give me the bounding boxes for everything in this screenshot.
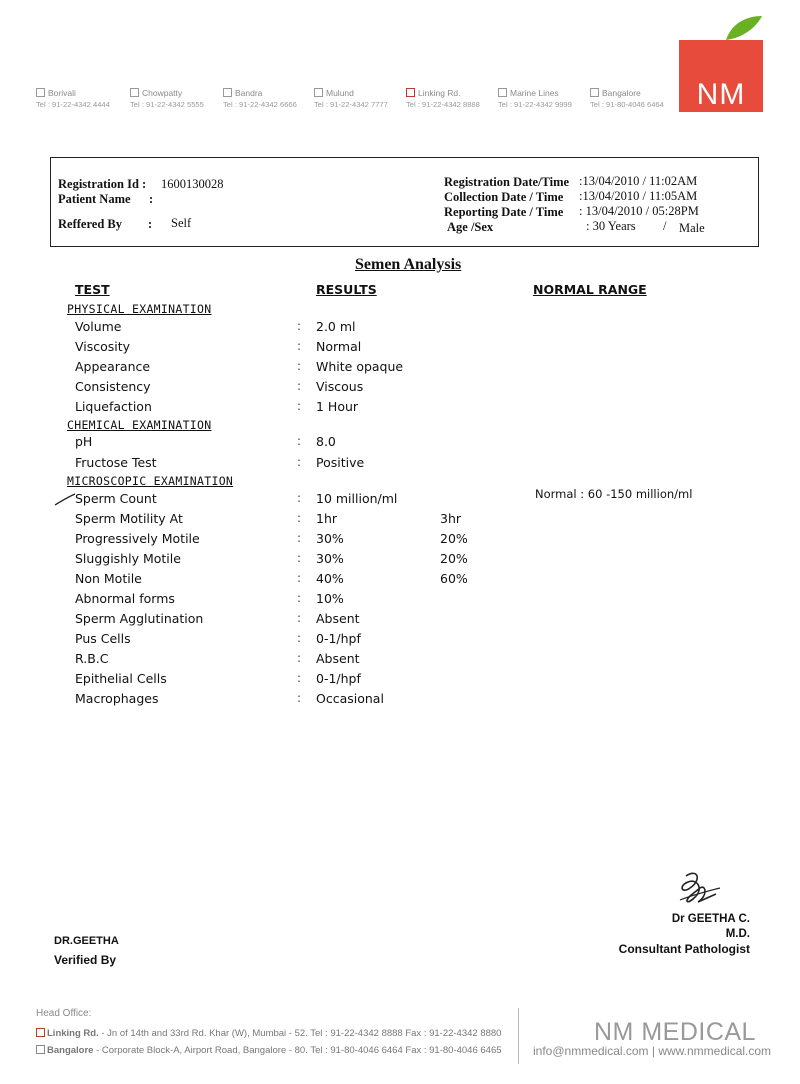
test-name: Pus Cells [75, 631, 131, 646]
result-value-3hr: 20% [440, 551, 468, 566]
table-row [0, 571, 800, 591]
table-row [0, 551, 800, 571]
section-microscopic: MICROSCOPIC EXAMINATION [67, 474, 234, 488]
patient-name-label: Patient Name [58, 192, 131, 206]
branch-name [36, 88, 128, 98]
col-normal-header: NORMAL RANGE [533, 282, 647, 297]
address-text: - Jn of 14th and 33rd Rd. Khar (W), Mumbai - 52. Tel : 91-22-4342 8888 Fax : 91-22-4342 8880 [98, 1028, 502, 1039]
result-value-3hr: 3hr [440, 511, 462, 526]
referred-by: Self [171, 216, 192, 230]
result-value: 30% [316, 551, 344, 566]
branch-name [406, 88, 498, 98]
checkbox-icon [36, 1045, 45, 1054]
checkbox-icon [130, 88, 139, 97]
row-colon: : [297, 531, 302, 545]
test-name: pH [75, 434, 93, 449]
table-row [0, 611, 800, 631]
test-name: Progressively Motile [75, 531, 200, 546]
branch-tel: Tel : 91-80-4046 6464 [590, 100, 664, 109]
result-value: Viscous [316, 379, 364, 394]
signature-icon [668, 866, 728, 916]
row-colon: : [297, 379, 302, 393]
head-office-label: Head Office: [36, 1008, 92, 1019]
brand-name: NM MEDICAL [594, 1018, 756, 1046]
branch-tel: Tel : 91-22-4342 6666 [223, 100, 297, 109]
sex: Male [679, 221, 705, 235]
reg-id-label: Registration Id : [58, 177, 147, 191]
branch-item [36, 88, 128, 109]
branch-item [590, 88, 682, 109]
table-row [0, 511, 800, 531]
nm-logo [679, 40, 763, 112]
table-row [0, 319, 800, 339]
table-row [0, 455, 800, 475]
rep-datetime-label: Reporting Date / Time [444, 205, 564, 219]
result-value: 1 Hour [316, 399, 359, 414]
test-name: Consistency [75, 379, 151, 394]
verifier-name: DR.GEETHA [54, 935, 119, 947]
table-row [0, 651, 800, 671]
table-row [0, 691, 800, 711]
result-value: Absent [316, 611, 360, 626]
section-physical: PHYSICAL EXAMINATION [67, 302, 212, 316]
rep-datetime: : 13/04/2010 / 05:28PM [579, 204, 699, 218]
patient-info-box [50, 157, 759, 247]
branch-item [314, 88, 406, 109]
row-colon: : [297, 591, 302, 605]
branch-name [130, 88, 222, 98]
result-value: Occasional [316, 691, 384, 706]
result-value: 40% [316, 571, 344, 586]
check-mark-icon [54, 493, 76, 507]
branch-name-text: Mulund [326, 88, 354, 98]
row-colon: : [297, 455, 302, 469]
branch-tel: Tel : 91-22-4342 9999 [498, 100, 572, 109]
result-value: Absent [316, 651, 360, 666]
row-colon: : [297, 691, 302, 705]
row-colon: : [297, 571, 302, 585]
branch-name [223, 88, 315, 98]
row-colon: : [297, 671, 302, 685]
age-sex-label: Age /Sex [447, 220, 494, 234]
pathologist-title: Consultant Pathologist [618, 942, 750, 956]
result-value-3hr: 20% [440, 531, 468, 546]
sperm-count-normal-range: Normal : 60 -150 million/ml [535, 487, 693, 501]
footer-divider [518, 1008, 519, 1064]
test-name: Appearance [75, 359, 151, 374]
checkbox-icon [36, 1028, 45, 1037]
row-colon: : [297, 551, 302, 565]
contact-info: info@nmmedical.com | www.nmmedical.com [533, 1044, 772, 1058]
checkbox-icon [36, 88, 45, 97]
report-title: Semen Analysis [355, 256, 462, 273]
result-value-3hr: 60% [440, 571, 468, 586]
test-name: Sluggishly Motile [75, 551, 181, 566]
row-colon: : [297, 491, 302, 505]
table-row [0, 359, 800, 379]
address-bangalore [36, 1045, 502, 1056]
branch-name-text: Linking Rd. [418, 88, 461, 98]
row-colon: : [297, 631, 302, 645]
patient-name-colon: : [149, 192, 154, 206]
leaf-icon [724, 14, 764, 42]
checkbox-icon [590, 88, 599, 97]
test-name: Fructose Test [75, 455, 157, 470]
row-colon: : [297, 319, 302, 333]
address-name: Linking Rd. [47, 1028, 99, 1039]
table-row [0, 591, 800, 611]
test-name: Abnormal forms [75, 591, 175, 606]
test-name: Volume [75, 319, 122, 334]
branch-name-text: Marine Lines [510, 88, 559, 98]
branch-name-text: Bandra [235, 88, 263, 98]
branch-name-text: Chowpatty [142, 88, 183, 98]
result-value: 8.0 [316, 434, 336, 449]
test-name: R.B.C [75, 651, 109, 666]
result-value: 0-1/hpf [316, 631, 361, 646]
branch-item [130, 88, 222, 109]
branch-tel: Tel : 91-22-4342 4444 [36, 100, 110, 109]
table-row [0, 339, 800, 359]
pathologist-degree: M.D. [725, 928, 750, 940]
table-row [0, 399, 800, 419]
branch-name [498, 88, 590, 98]
row-colon: : [297, 511, 302, 525]
branch-tel: Tel : 91-22-4342 5555 [130, 100, 204, 109]
branch-item [498, 88, 590, 109]
test-name: Sperm Motility At [75, 511, 183, 526]
test-name: Macrophages [75, 691, 159, 706]
referred-by-colon: : [148, 217, 153, 231]
result-value: 30% [316, 531, 344, 546]
age: : 30 Years [586, 219, 636, 233]
address-name: Bangalore [47, 1045, 94, 1056]
reg-id: 1600130028 [161, 177, 224, 191]
branch-name [314, 88, 406, 98]
branch-name-text: Borivali [48, 88, 76, 98]
verifier-block [54, 935, 119, 967]
table-row [0, 379, 800, 399]
reg-datetime-label: Registration Date/Time [444, 175, 570, 189]
table-row [0, 531, 800, 551]
address-linking-rd [36, 1028, 501, 1039]
row-colon: : [297, 399, 302, 413]
test-name: Sperm Agglutination [75, 611, 204, 626]
result-value: 10 million/ml [316, 491, 398, 506]
result-value: White opaque [316, 359, 404, 374]
result-value: 2.0 ml [316, 319, 356, 334]
table-row [0, 434, 800, 454]
row-colon: : [297, 611, 302, 625]
result-value: 10% [316, 591, 344, 606]
section-chemical: CHEMICAL EXAMINATION [67, 418, 212, 432]
address-text: - Corporate Block-A, Airport Road, Bangalore - 80. Tel : 91-80-4046 6464 Fax : 91-80-4046 6465 [93, 1045, 502, 1056]
checkbox-icon [498, 88, 507, 97]
pathologist-block [610, 912, 750, 957]
col-results-header: RESULTS [316, 282, 377, 297]
test-name: Liquefaction [75, 399, 152, 414]
logo-text: NM [696, 78, 746, 111]
reg-datetime: :13/04/2010 / 11:02AM [579, 174, 698, 188]
result-value: 0-1/hpf [316, 671, 361, 686]
row-colon: : [297, 359, 302, 373]
branch-tel: Tel : 91-22-4342 7777 [314, 100, 388, 109]
result-value: Normal [316, 339, 362, 354]
result-value: Positive [316, 455, 365, 470]
test-name: Epithelial Cells [75, 671, 167, 686]
branch-item [406, 88, 498, 109]
checkbox-icon [314, 88, 323, 97]
col-datetime-label: Collection Date / Time [444, 190, 564, 204]
test-name: Viscosity [75, 339, 131, 354]
table-row [0, 671, 800, 691]
row-colon: : [297, 434, 302, 448]
row-colon: : [297, 339, 302, 353]
col-test-header: TEST [75, 282, 110, 297]
branch-name [590, 88, 682, 98]
test-name: Non Motile [75, 571, 142, 586]
result-value: 1hr [316, 511, 338, 526]
verified-by-label: Verified By [54, 953, 117, 967]
col-datetime: :13/04/2010 / 11:05AM [579, 189, 698, 203]
test-name: Sperm Count [75, 491, 157, 506]
sex-separator: / [663, 219, 667, 233]
pathologist-name: Dr GEETHA C. [671, 913, 750, 925]
branch-tel: Tel : 91-22-4342 8888 [406, 100, 480, 109]
referred-by-label: Reffered By [58, 217, 122, 231]
checkbox-icon [406, 88, 415, 97]
table-row [0, 631, 800, 651]
checkbox-icon [223, 88, 232, 97]
row-colon: : [297, 651, 302, 665]
branch-item [223, 88, 315, 109]
branch-name-text: Bangalore [602, 88, 641, 98]
